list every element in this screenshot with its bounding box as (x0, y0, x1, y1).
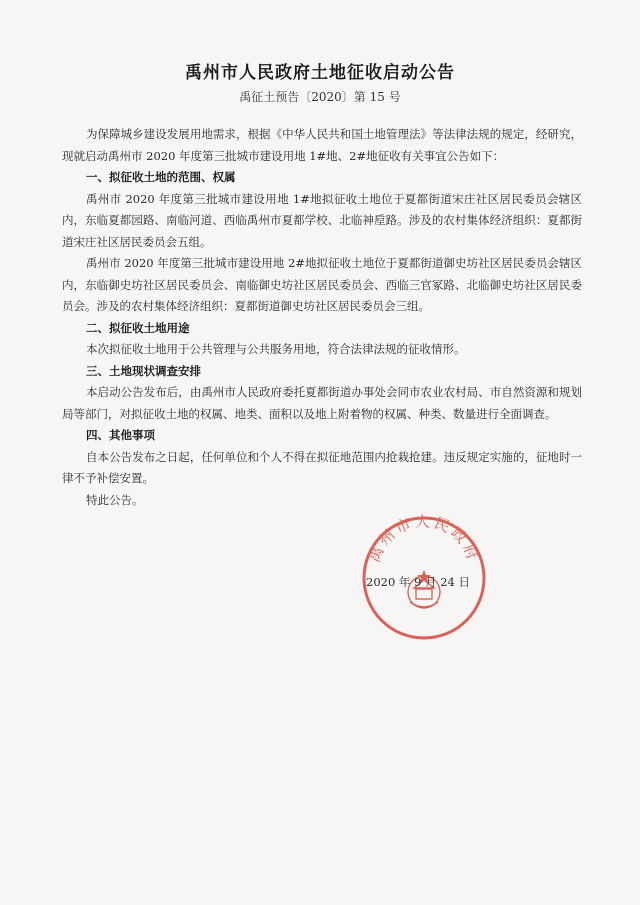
section-purpose-paragraph: 本次拟征收土地用于公共管理与公共服务用地，符合法律法规的征收情形。 (86, 342, 466, 356)
notice-title: 禹州市人民政府土地征收启动公告 (185, 63, 455, 83)
seal-text: 禹州市人民政府 (365, 512, 483, 565)
intro-paragraph: 为保障城乡建设发展用地需求，根据《中华人民共和国土地管理法》等法律法规的规定，经研究，现就启动禹州市 2020 年度第三批城市建设用地 1#地、2#地征收有关事宜公告如下： (62, 127, 582, 163)
section-heading-other: 四、其他事项 (86, 428, 155, 442)
section-heading-survey: 三、土地现状调查安排 (86, 363, 201, 378)
section-other-paragraph: 自本公告发布之日起，任何单位和个人不得在拟征地范围内抢栽抢建。违反规定实施的，征地时一律不予补偿安置。 (62, 449, 582, 485)
section-heading-purpose: 二、拟征收土地用途 (86, 320, 190, 335)
closing-statement: 特此公告。 (86, 492, 144, 507)
notice-body (62, 124, 582, 511)
section-scope-paragraph-1: 禹州市 2020 年度第三批城市建设用地 1#地拟征收土地位于夏都街道宋庄社区居民委员会辖区内，东临夏都园路、南临河道、西临禹州市夏都学校、北临神垕路。涉及的农村集体经济组织：夏都街道宋庄社区居民委员会五组。 (62, 191, 582, 249)
notice-date: 2020 年 9 月 24 日 (366, 575, 470, 589)
section-heading-scope: 一、拟征收土地的范围、权属 (86, 170, 236, 184)
document-number: 禹征土预告〔2020〕第 15 号 (239, 90, 401, 104)
section-survey-paragraph: 本启动公告发布后，由禹州市人民政府委托夏都街道办事处会同市农业农村局、市自然资源和规划局等部门，对拟征收土地的权属、地类、面积以及地上附着物的权属、种类、数量进行全面调查。 (62, 385, 582, 421)
section-scope-paragraph-2: 禹州市 2020 年度第三批城市建设用地 2#地拟征收土地位于夏都街道御史坊社区居民委员会辖区内，东临御史坊社区居民委员会、南临御史坊社区居民委员会、西临三官冢路、北临御史坊社区居民委员会。涉及的农村集体经济组织：夏都街道御史坊社区居民委员会三组。 (62, 256, 582, 313)
